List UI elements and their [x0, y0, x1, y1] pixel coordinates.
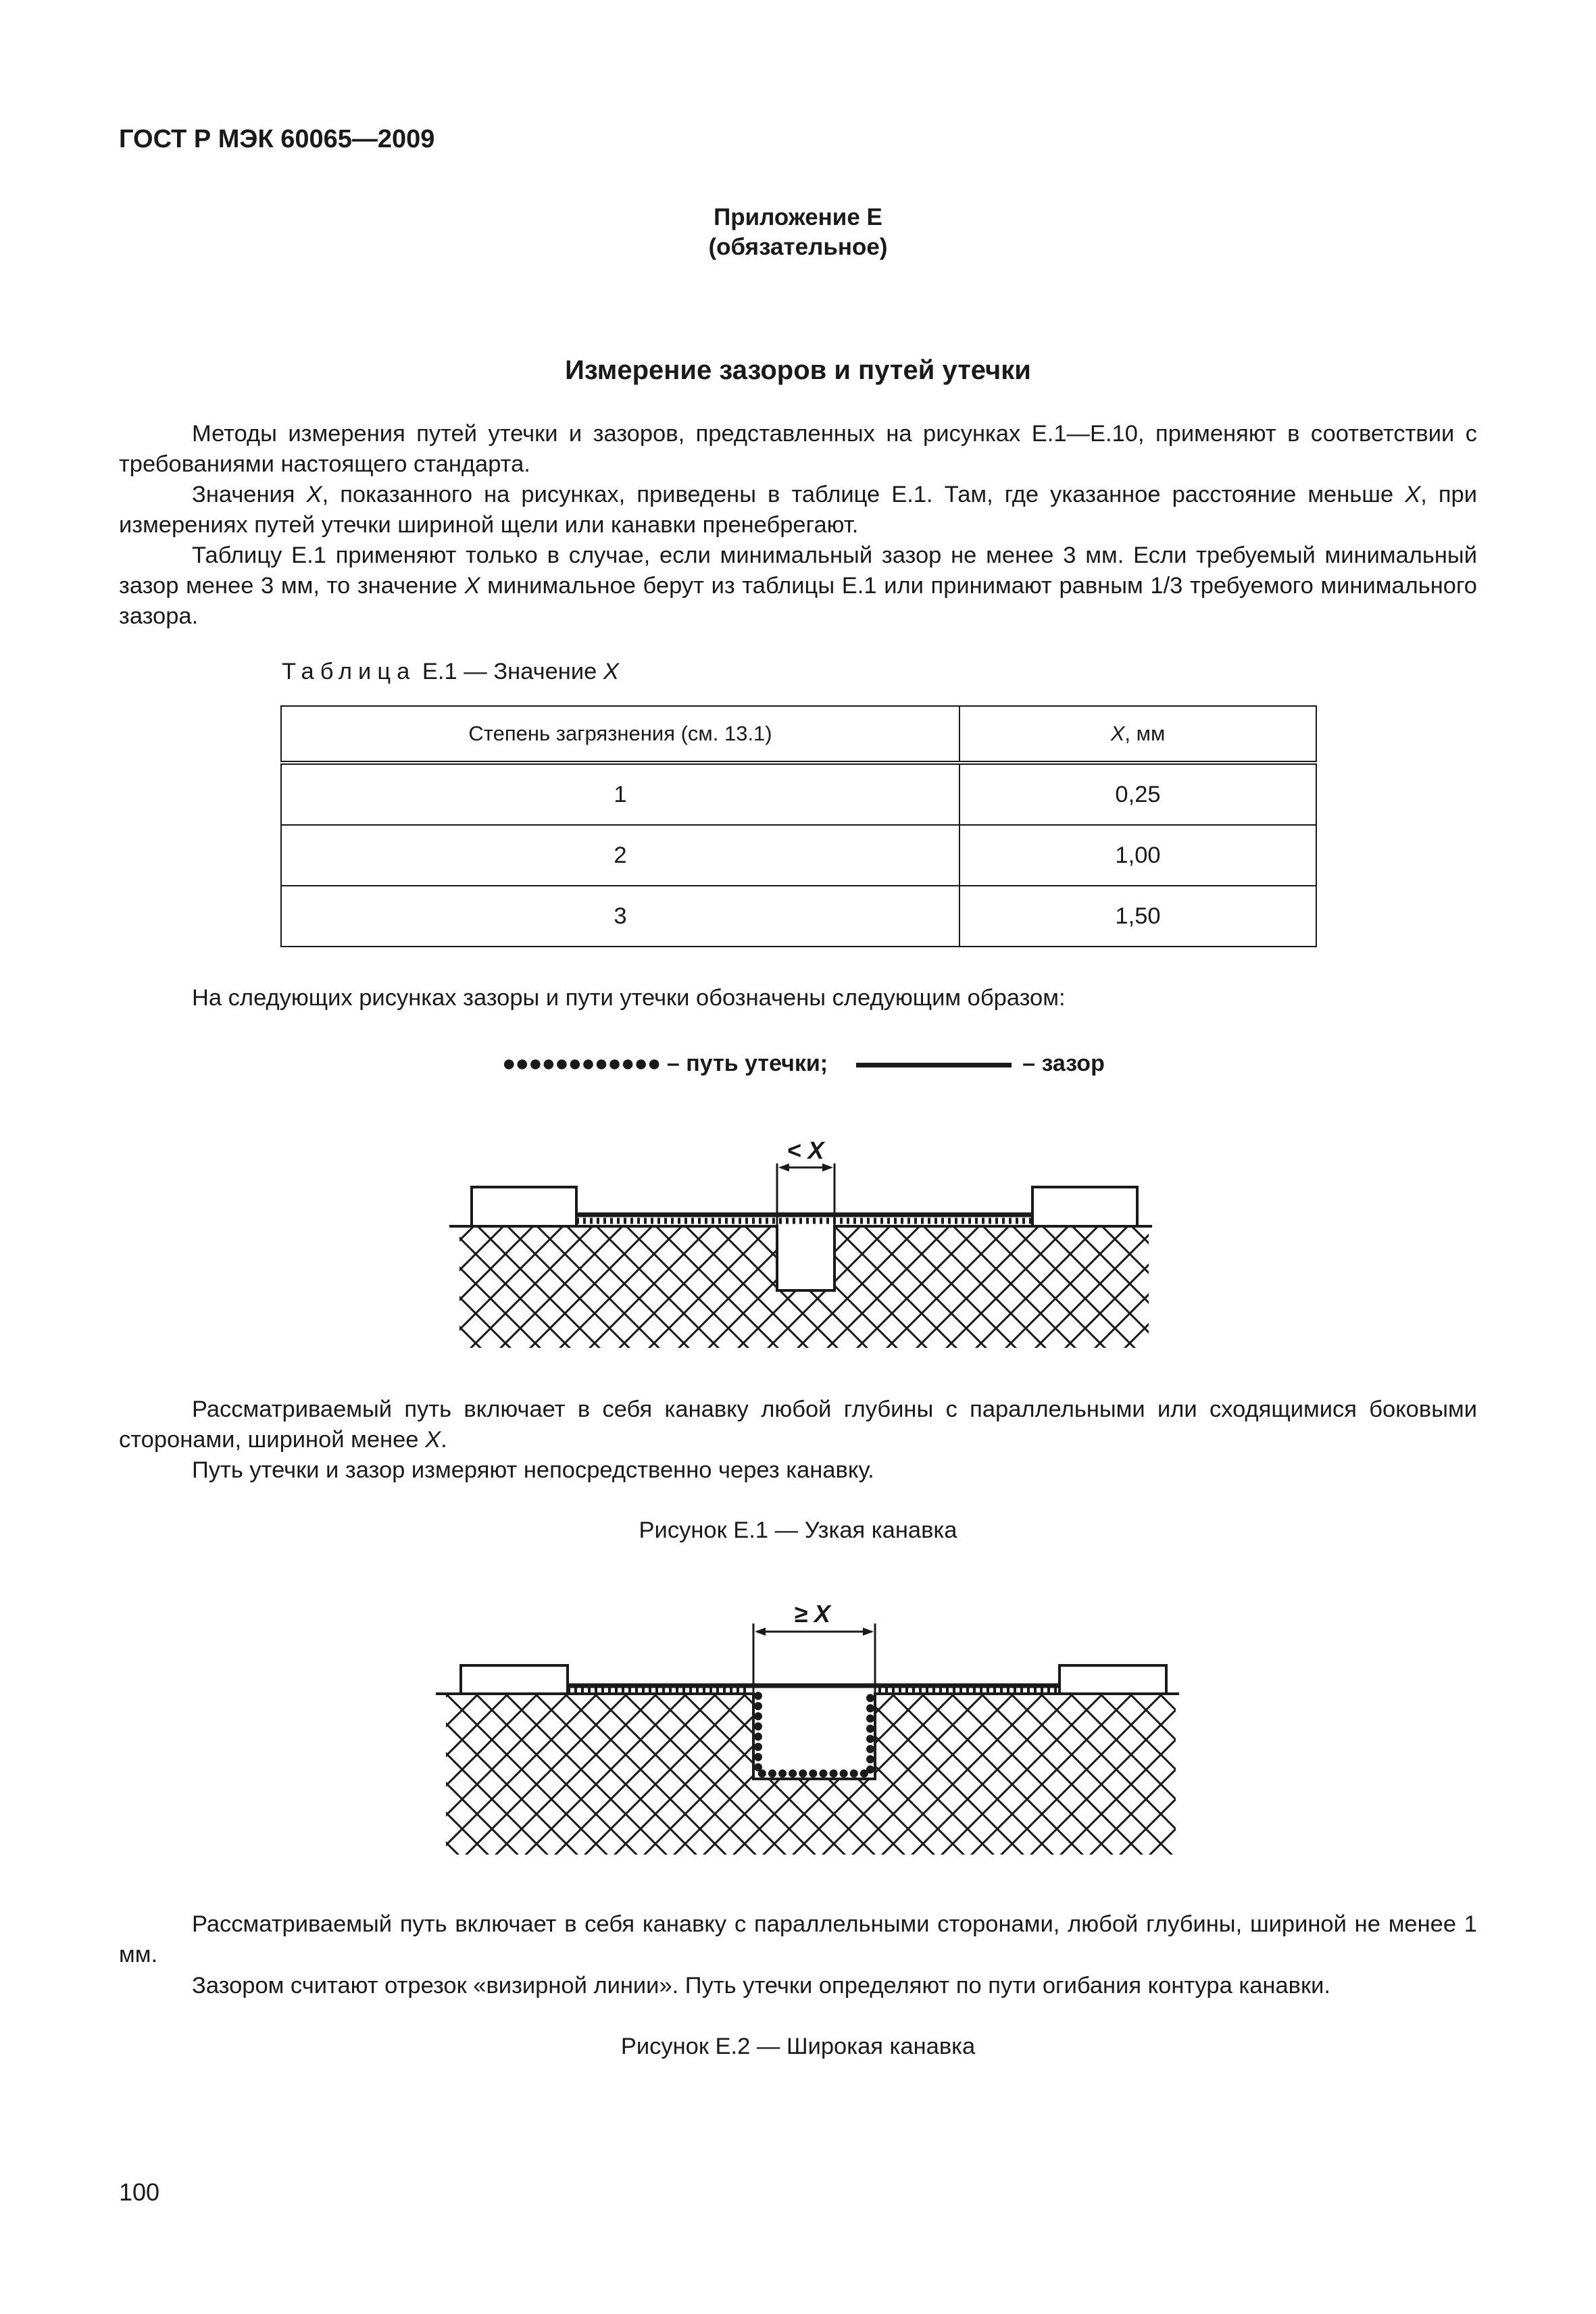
intro-paragraph-2: Значения X, показанного на рисунках, приведены в таблице Е.1. Там, где указанное расстояние меньше X, при измерениях путей утечки шириной щели или канавки пренебрегают.	[119, 482, 1477, 538]
table-cell-x: 0,25	[959, 763, 1316, 825]
table-header-x: X, мм	[959, 706, 1316, 763]
table-row	[281, 763, 1316, 825]
figure-e1-narrow-groove	[446, 1135, 1162, 1355]
figure1-measurement-note: Путь утечки и зазор измеряют непосредственно через канавку.	[192, 1457, 874, 1483]
table-cell-x: 1,50	[959, 886, 1316, 947]
annex-status: (обязательное)	[708, 234, 888, 260]
intro-paragraph-3: Таблицу Е.1 применяют только в случае, если минимальный зазор не менее 3 мм. Если требуемый минимальный зазор менее 3 мм, то значение X минимальное берут из таблицы Е.1 или принимают равным 1/3 требуемого минимального зазора.	[119, 543, 1477, 629]
dimension-label: < X	[787, 1136, 824, 1164]
annex-title: Приложение Е	[714, 204, 882, 230]
figure2-description: Рассматриваемый путь включает в себя канавку с параллельными сторонами, любой глубины, шириной не менее 1 мм.	[119, 1911, 1477, 1967]
creepage-dots-symbol: ●●●●●●●●●●●●	[502, 1051, 661, 1076]
document-header: ГОСТ Р МЭК 60065—2009	[119, 125, 435, 153]
x-values-table	[280, 705, 1317, 947]
intro-paragraph-1: Методы измерения путей утечки и зазоров, представленных на рисунках Е.1—Е.10, применяют в соответствии с требованиями настоящего стандарта.	[119, 421, 1477, 477]
creepage-label: – путь утечки;	[660, 1051, 828, 1076]
figure2-measurement-note: Зазором считают отрезок «визирной линии». Путь утечки определяют по пути огибания контура канавки.	[192, 1973, 1330, 1998]
section-title: Измерение зазоров и путей утечки	[565, 355, 1031, 385]
clearance-label: – зазор	[1022, 1051, 1105, 1076]
creepage-path-groove	[758, 1696, 870, 1774]
figure2-caption: Рисунок Е.2 — Широкая канавка	[620, 2034, 976, 2059]
clearance-line-symbol	[856, 1063, 1012, 1067]
legend-intro: На следующих рисунках зазоры и пути утечки обозначены следующим образом:	[192, 985, 1066, 1011]
table-cell-degree: 2	[281, 825, 959, 886]
substrate-hatch	[459, 1226, 1149, 1348]
conductor-right	[1059, 1665, 1166, 1694]
table-header-degree: Степень загрязнения (см. 13.1)	[281, 706, 959, 763]
conductor-left	[461, 1665, 568, 1694]
page-number: 100	[119, 2178, 160, 2206]
figure1-caption: Рисунок Е.1 — Узкая канавка	[639, 1517, 957, 1543]
legend	[502, 1051, 1105, 1077]
table-caption: Таблица Е.1 — Значение X	[282, 659, 619, 684]
dimension-label: ≥ X	[794, 1600, 830, 1628]
table-row	[281, 825, 1316, 886]
table-cell-x: 1,00	[959, 825, 1316, 886]
conductor-right	[1032, 1187, 1137, 1226]
figure-e2-wide-groove	[432, 1591, 1189, 1861]
table-cell-degree: 1	[281, 763, 959, 825]
conductor-left	[472, 1187, 576, 1226]
table-row	[281, 886, 1316, 947]
figure1-description: Рассматриваемый путь включает в себя канавку любой глубины с параллельными или сходящимися боковыми сторонами, шириной менее X.	[119, 1397, 1477, 1453]
table-cell-degree: 3	[281, 886, 959, 947]
